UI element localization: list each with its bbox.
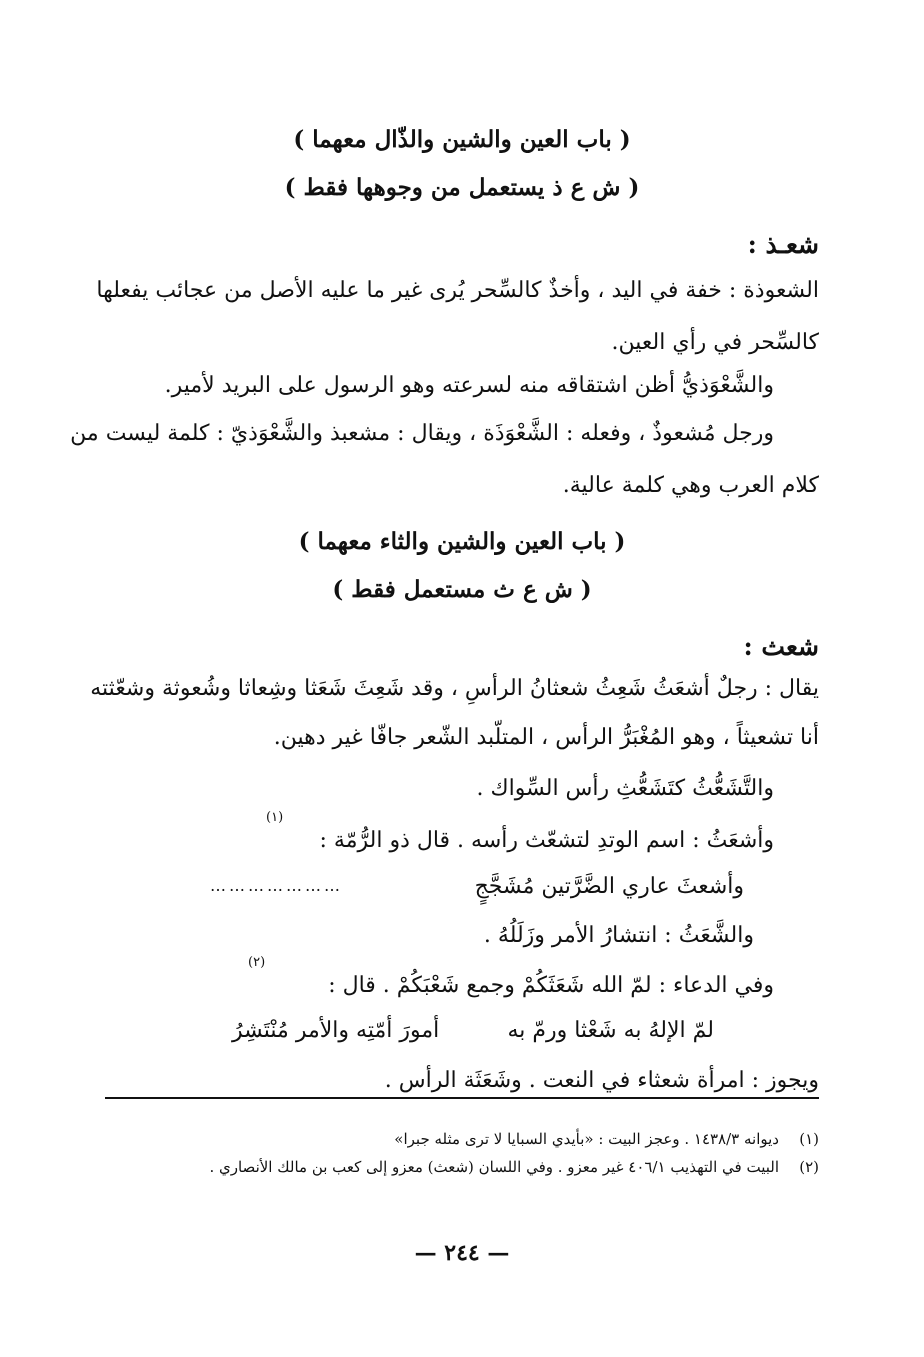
entry-line: كلام العرب وهي كلمة عالية. bbox=[562, 473, 819, 498]
footnote-1 bbox=[394, 1130, 819, 1148]
entry-headword-shath: شعث : bbox=[743, 632, 819, 661]
footnote-text: البيت في التهذيب ٤٠٦/١ غير معزو . وفي اللسان (شعث) معزو إلى كعب بن مالك الأنصاري . bbox=[209, 1158, 779, 1176]
entry-line: وأشعَثُ : اسم الوتدِ لتشعّث رأسه . قال ذو الرُّمّة : bbox=[319, 828, 774, 853]
footnote-2 bbox=[209, 1158, 819, 1176]
section-title-ain-shin-tha: ( باب العين والشين والثاء معهما ) bbox=[298, 528, 626, 555]
entry-line: والتَّشَعُّثُ كتَشَعُّثِ رأس السِّواك . bbox=[476, 776, 774, 801]
footnote-text: ديوانه ١٤٣٨/٣ . وعجز البيت : «بأيدي السبايا لا ترى مثله جبرا» bbox=[394, 1130, 779, 1148]
poem-verse-line: وأشعثَ عاري الضَّرَّتين مُشَجَّجٍ bbox=[474, 874, 744, 899]
footnote-number: (١) bbox=[799, 1130, 819, 1148]
entry-line: وفي الدعاء : لمّ الله شَعَثَكُمْ وجمع شَعْبَكُمْ . قال : bbox=[328, 973, 774, 998]
entry-line: ورجل مُشعوذٌ ، وفعله : الشَّعْوَذَة ، ويقال : مشعبذ والشَّعْوَذيّ : كلمة ليست من bbox=[70, 421, 774, 446]
footnote-marker-2: (٢) bbox=[248, 955, 266, 970]
verse-ellipsis: ………………… bbox=[210, 876, 343, 895]
footnote-divider bbox=[105, 1097, 819, 1099]
section-subtitle-sh-a-dh: ( ش ع ذ يستعمل من وجوهها فقط ) bbox=[284, 174, 640, 201]
poem-verse-first-hemistich: لمّ الإلهُ به شَعْثا ورمّ به bbox=[507, 1018, 714, 1043]
entry-line: كالسِّحر في رأي العين. bbox=[611, 330, 819, 355]
section-subtitle-sh-a-th: ( ش ع ث مستعمل فقط ) bbox=[332, 576, 592, 603]
entry-line: يقال : رجلٌ أشعَثُ شَعِثُ شعثانُ الرأسِ ، وقد شَعِثَ شَعَثا وشِعاثا وشُعوثة وشعّثته bbox=[90, 676, 819, 701]
poem-verse-second-hemistich: أمورَ أمّتِه والأمر مُنْتَشِرُ bbox=[232, 1018, 440, 1043]
entry-line: ويجوز : امرأة شعثاء في النعت . وشَعَثَة الرأس . bbox=[384, 1068, 819, 1093]
entry-line: الشعوذة : خفة في اليد ، وأخذٌ كالسِّحر يُرى غير ما عليه الأصل من عجائب يفعلها bbox=[96, 278, 819, 303]
entry-headword-shaadh: شعـذ : bbox=[747, 230, 819, 259]
footnote-marker-1: (١) bbox=[266, 810, 284, 825]
page-number: — ٢٤٤ — bbox=[414, 1240, 510, 1266]
entry-line: والشَّعْوَذيُّ أظن اشتقاقه منه لسرعته وهو الرسول على البريد لأمير. bbox=[164, 373, 774, 398]
entry-line: أنا تشعيثاً ، وهو المُغْبَرُّ الرأس ، المتلّبد الشّعر جافّا غير دهين. bbox=[273, 725, 819, 750]
section-title-ain-shin-dhal: ( باب العين والشين والذّال معهما ) bbox=[293, 126, 631, 153]
footnote-number: (٢) bbox=[799, 1158, 819, 1176]
entry-line: والشَّعَثُ : انتشارُ الأمر وزَلَلُهُ . bbox=[483, 923, 754, 948]
